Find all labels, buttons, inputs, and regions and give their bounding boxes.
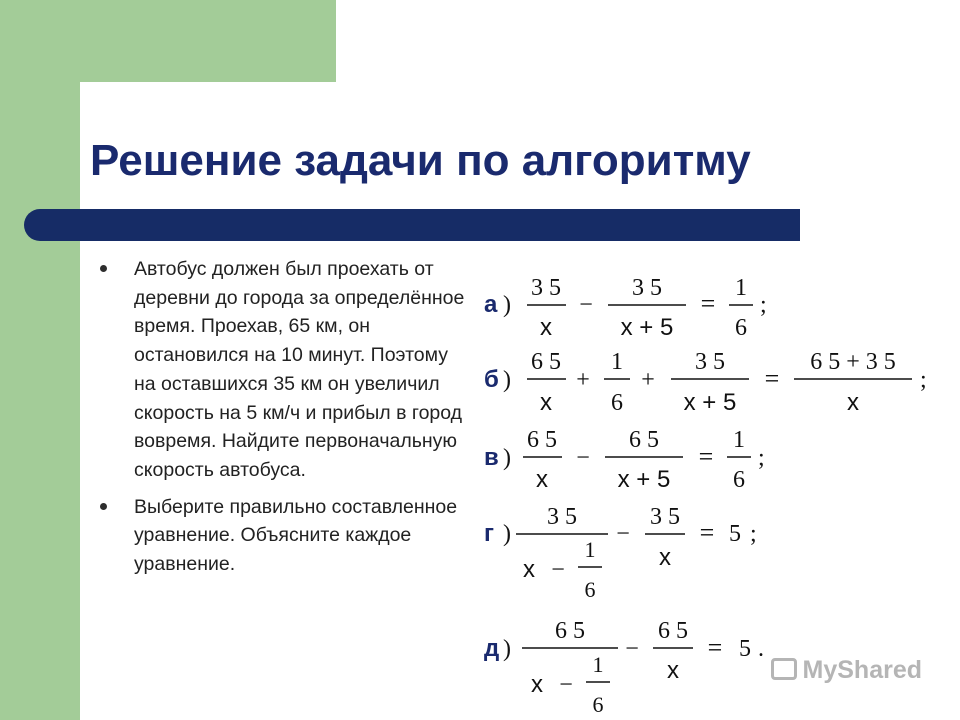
- denominator: x + 5: [620, 314, 674, 341]
- denominator: x: [536, 466, 548, 493]
- operator: −: [579, 292, 593, 318]
- equals-sign: =: [764, 364, 780, 393]
- watermark: [771, 656, 922, 685]
- watermark-text: MyShared: [802, 656, 922, 684]
- denominator: x + 5: [617, 466, 671, 493]
- result-value: 5: [739, 636, 751, 662]
- denominator: x + 5: [683, 389, 737, 416]
- equation-a: [484, 275, 767, 341]
- denominator-term: x: [531, 671, 543, 698]
- operator: −: [616, 521, 630, 547]
- operator: −: [625, 636, 639, 662]
- equals-sign: =: [698, 442, 714, 471]
- equation-v: [484, 427, 765, 493]
- numerator: 3 5: [632, 275, 662, 301]
- denominator: x: [847, 389, 859, 416]
- denominator: 6: [611, 390, 623, 416]
- denominator: x: [667, 657, 679, 684]
- numerator: 1: [611, 349, 623, 375]
- equals-sign: =: [699, 518, 715, 547]
- numerator: 3 5: [650, 504, 680, 530]
- paren: ): [503, 292, 511, 318]
- equation-g: [484, 504, 757, 602]
- paren: ): [503, 521, 511, 547]
- denominator: 6: [735, 315, 747, 341]
- result-value: 5: [729, 521, 741, 547]
- numerator: 1: [584, 537, 596, 562]
- period: .: [758, 636, 764, 662]
- denominator: x: [540, 389, 552, 416]
- operator: +: [576, 367, 590, 393]
- semicolon: ;: [758, 445, 765, 471]
- semicolon: ;: [750, 521, 757, 547]
- operator: −: [551, 557, 565, 583]
- denominator: x: [540, 314, 552, 341]
- equation-d: [484, 618, 764, 717]
- numerator: 6 5: [531, 349, 561, 375]
- paren: ): [503, 367, 511, 393]
- numerator: 6 5: [629, 427, 659, 453]
- equation-label-b: б: [484, 366, 499, 393]
- problem-text: Автобус должен был проехать от деревни до города за определённое время. Проехав, 65 км, он остановился на 10 минут. Поэтому на оставшихся 35 км он увеличил скорость на 5 км/ч и прибыл в город вовремя. Найдите первоначальную скорость автобуса.: [134, 258, 465, 481]
- numerator: 1: [592, 652, 604, 677]
- numerator: 1: [733, 427, 745, 453]
- numerator: 3 5: [547, 504, 577, 530]
- denominator-term: x: [523, 556, 535, 583]
- denominator: 6: [584, 577, 596, 602]
- slide-title: Решение задачи по алгоритму: [90, 136, 751, 185]
- paren: ): [503, 445, 511, 471]
- paren: ): [503, 636, 511, 662]
- equation-b: [484, 349, 927, 416]
- numerator: 3 5: [531, 275, 561, 301]
- denominator: x: [659, 544, 671, 571]
- presentation-icon: [771, 658, 797, 680]
- operator: +: [641, 367, 655, 393]
- semicolon: ;: [920, 367, 927, 393]
- equals-sign: =: [707, 633, 723, 662]
- denominator: 6: [592, 692, 604, 717]
- task-text: Выберите правильно составленное уравнение. Объясните каждое уравнение.: [134, 495, 458, 576]
- equation-label-v: в: [484, 444, 499, 471]
- numerator: 6 5: [658, 618, 688, 644]
- semicolon: ;: [760, 292, 767, 318]
- operator: −: [559, 672, 573, 698]
- numerator: 6 5: [555, 618, 585, 644]
- numerator: 1: [735, 275, 747, 301]
- equals-sign: =: [700, 289, 716, 318]
- equation-label-a: а: [484, 291, 498, 318]
- equation-label-d: д: [484, 635, 500, 662]
- numerator: 6 5: [527, 427, 557, 453]
- denominator: 6: [733, 467, 745, 493]
- equation-label-g: г: [484, 520, 494, 547]
- numerator: 6 5 + 3 5: [810, 349, 896, 375]
- numerator: 3 5: [695, 349, 725, 375]
- operator: −: [576, 445, 590, 471]
